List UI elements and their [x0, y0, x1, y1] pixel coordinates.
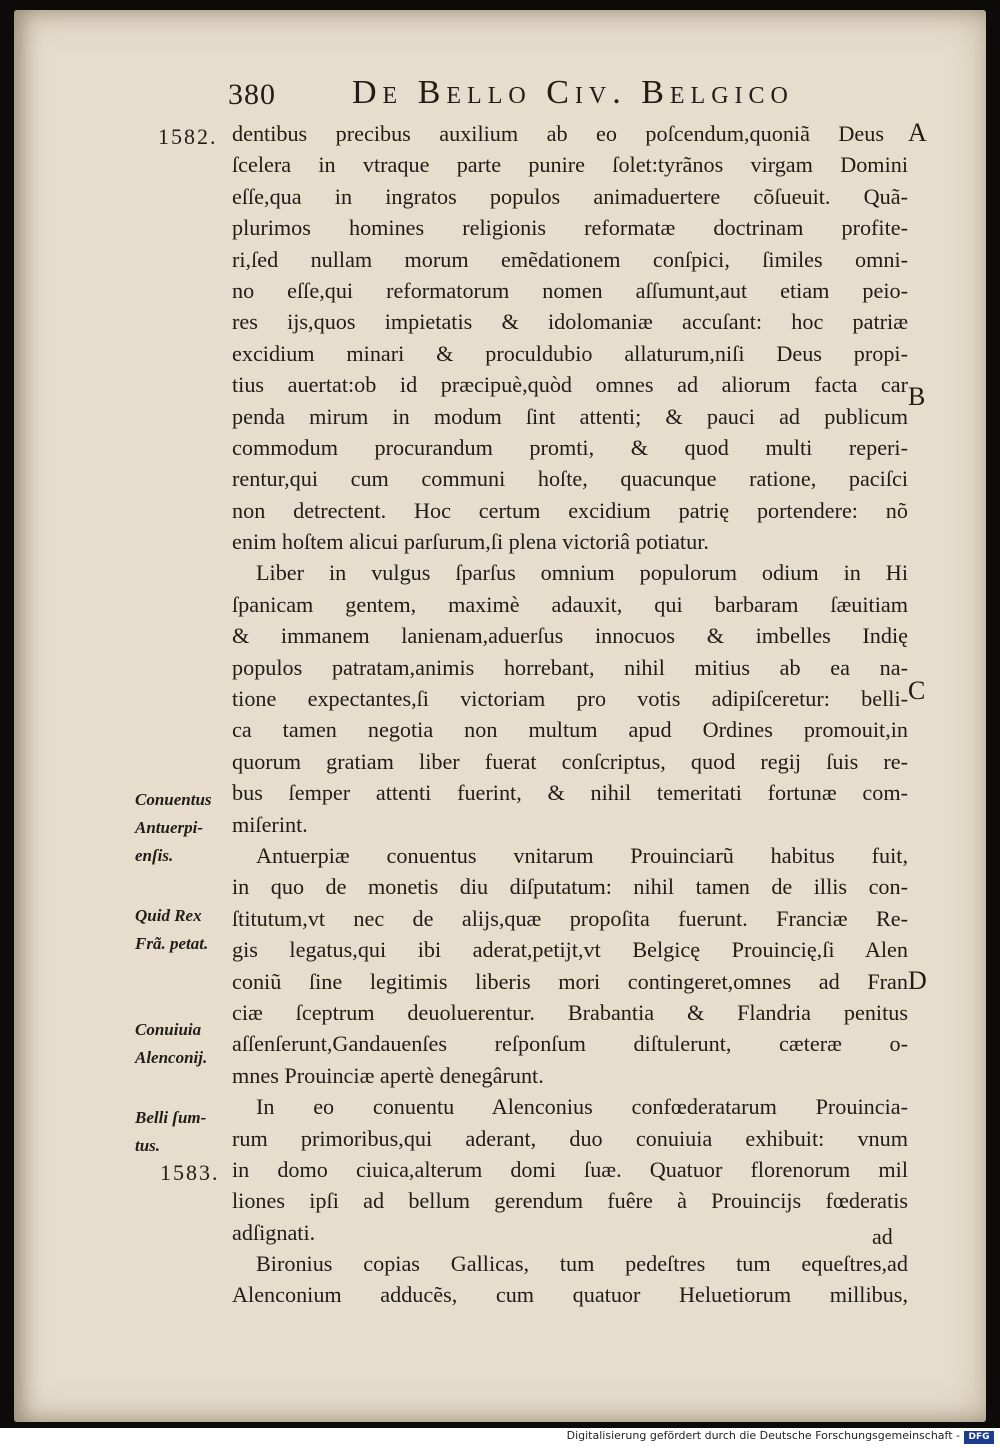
page-header: [0, 72, 1000, 116]
text-line: commodum procurandum promti, & quod multi reperi-: [232, 434, 908, 460]
text-line: gis legatus,qui ibi aderat,petijt,vt Belgicę Prouincię,ſi Alen: [232, 937, 908, 963]
text-line: adſignati.: [232, 1219, 316, 1245]
dfg-logo[interactable]: DFG: [964, 1431, 994, 1444]
text-line: Alenconium adducẽs, cum quatuor Heluetiorum millibus,: [232, 1282, 908, 1308]
text-line: Antuerpiæ conuentus vnitarum Prouinciarũ habitus fuit,: [256, 842, 908, 868]
running-title: De Bello Civ. Belgico: [352, 74, 794, 111]
text-line: & immanem lanienam,aduerſus innocuos & imbelles Indię: [232, 623, 908, 649]
text-line: coniũ ſine legitimis liberis mori contingeret,omnes ad Fran: [232, 968, 908, 994]
margin-letter: D: [908, 966, 927, 995]
year-marginal: 1582.: [158, 124, 218, 149]
year-marginal: 1583.: [160, 1160, 220, 1185]
text-line: ciæ ſceptrum deuoluerentur. Brabantia & Flandria penitus: [232, 999, 908, 1025]
text-line: in domo ciuica,alterum domi ſuæ. Quatuor florenorum mil: [232, 1156, 908, 1182]
side-note-line: Conuentus: [135, 790, 212, 809]
text-line: rum primoribus,qui aderant, duo conuiuia exhibuit: vnum: [232, 1125, 908, 1151]
text-line: ri,ſed nullam morum emẽdationem conſpici, ſimiles omni-: [232, 246, 908, 272]
text-line: tius auertat:ob id præcipuè,quòd omnes ad aliorum facta car: [232, 372, 908, 398]
margin-letter: C: [908, 676, 926, 705]
funding-notice: Digitalisierung gefördert durch die Deutsche Forschungsgemeinschaft -: [566, 1429, 960, 1442]
text-line: dentibus precibus auxilium ab eo poſcendum,quoniã Deus: [232, 121, 884, 146]
text-line: rentur,qui cum communi hoſte, quacunque ratione, paciſci: [232, 466, 908, 492]
text-line: enim hoſtem alicui parſurum,ſi plena victoriâ potiatur.: [232, 529, 709, 555]
text-line: non detrectent. Hoc certum excidium patrię portendere: nõ: [232, 497, 908, 523]
text-line: plurimos homines religionis reformatæ doctrinam profite-: [232, 215, 908, 241]
text-line: ſpanicam gentem, maximè adauxit, qui barbaram ſæuitiam: [232, 591, 908, 617]
text-line: miſerint.: [232, 811, 308, 837]
side-note-line: Quid Rex: [135, 906, 202, 925]
text-line: aſſenſerunt,Gandauenſes reſponſum diſtulerunt, cæteræ o-: [232, 1031, 908, 1057]
text-line: res ijs,quos impietatis & idolomaniæ accuſant: hoc patriæ: [232, 309, 908, 335]
text-line: populos patratam,animis horrebant, nihil mitius ab ea na-: [232, 654, 908, 680]
side-note: [135, 786, 233, 870]
page-number: 380: [228, 78, 276, 111]
side-note: [135, 902, 233, 958]
side-note-line: Frã. petat.: [135, 934, 209, 953]
text-line: bus ſemper attenti fuerint, & nihil temeritati fortunæ com-: [232, 780, 908, 806]
side-note: [135, 1016, 233, 1072]
text-line: liones ipſi ad bellum gerendum fuêre à Prouincijs fœderatis: [232, 1188, 908, 1214]
text-line: quorum gratiam liber fuerat conſcriptus, quod regij ſuis re-: [232, 748, 908, 774]
side-note-line: tus.: [135, 1136, 161, 1155]
side-note-line: Conuiuia: [135, 1020, 202, 1039]
text-line: Liber in vulgus ſparſus omnium populorum odium in Hi: [256, 560, 908, 586]
margin-letter: B: [908, 382, 926, 411]
side-note-line: enſis.: [135, 846, 174, 865]
side-note-line: Antuerpi-: [135, 818, 204, 837]
side-note-line: Belli ſum-: [135, 1108, 207, 1127]
text-line: tione expectantes,ſi victoriam pro votis adipiſceretur: belli-: [232, 686, 908, 712]
margin-letter: A: [908, 118, 927, 147]
side-note: [135, 1104, 233, 1160]
footer-bar: [0, 1428, 1000, 1448]
text-line: no eſſe,qui reformatorum nomen aſſumunt,aut etiam peio-: [232, 277, 908, 303]
text-line: excidium minari & proculdubio allaturum,niſi Deus propi-: [232, 340, 908, 366]
text-line: penda mirum in modum ſint attenti; & pauci ad publicum: [232, 403, 908, 429]
side-note-line: Alenconij.: [135, 1048, 208, 1067]
text-line: In eo conuentu Alenconius confœderatarum Prouincia-: [256, 1094, 908, 1120]
catchword: ad: [872, 1224, 893, 1249]
text-line: ca tamen negotia non multum apud Ordines promouit,in: [232, 717, 908, 743]
main-text: [232, 118, 908, 1311]
text-line: ſcelera in vtraque parte punire ſolet:tyrãnos virgam Domini: [232, 152, 908, 178]
text-line: eſſe,qua in ingratos populos animaduertere cõſueuit. Quã-: [232, 183, 908, 209]
text-line: mnes Prouinciæ apertè denegârunt.: [232, 1062, 544, 1088]
text-line: in quo de monetis diu diſputatum: nihil tamen de illis con-: [232, 874, 908, 900]
text-line: ſtitutum,vt nec de alijs,quæ propoſita fuerunt. Franciæ Re-: [232, 905, 908, 931]
text-line: Bironius copias Gallicas, tum pedeſtres tum equeſtres,ad: [256, 1251, 908, 1277]
